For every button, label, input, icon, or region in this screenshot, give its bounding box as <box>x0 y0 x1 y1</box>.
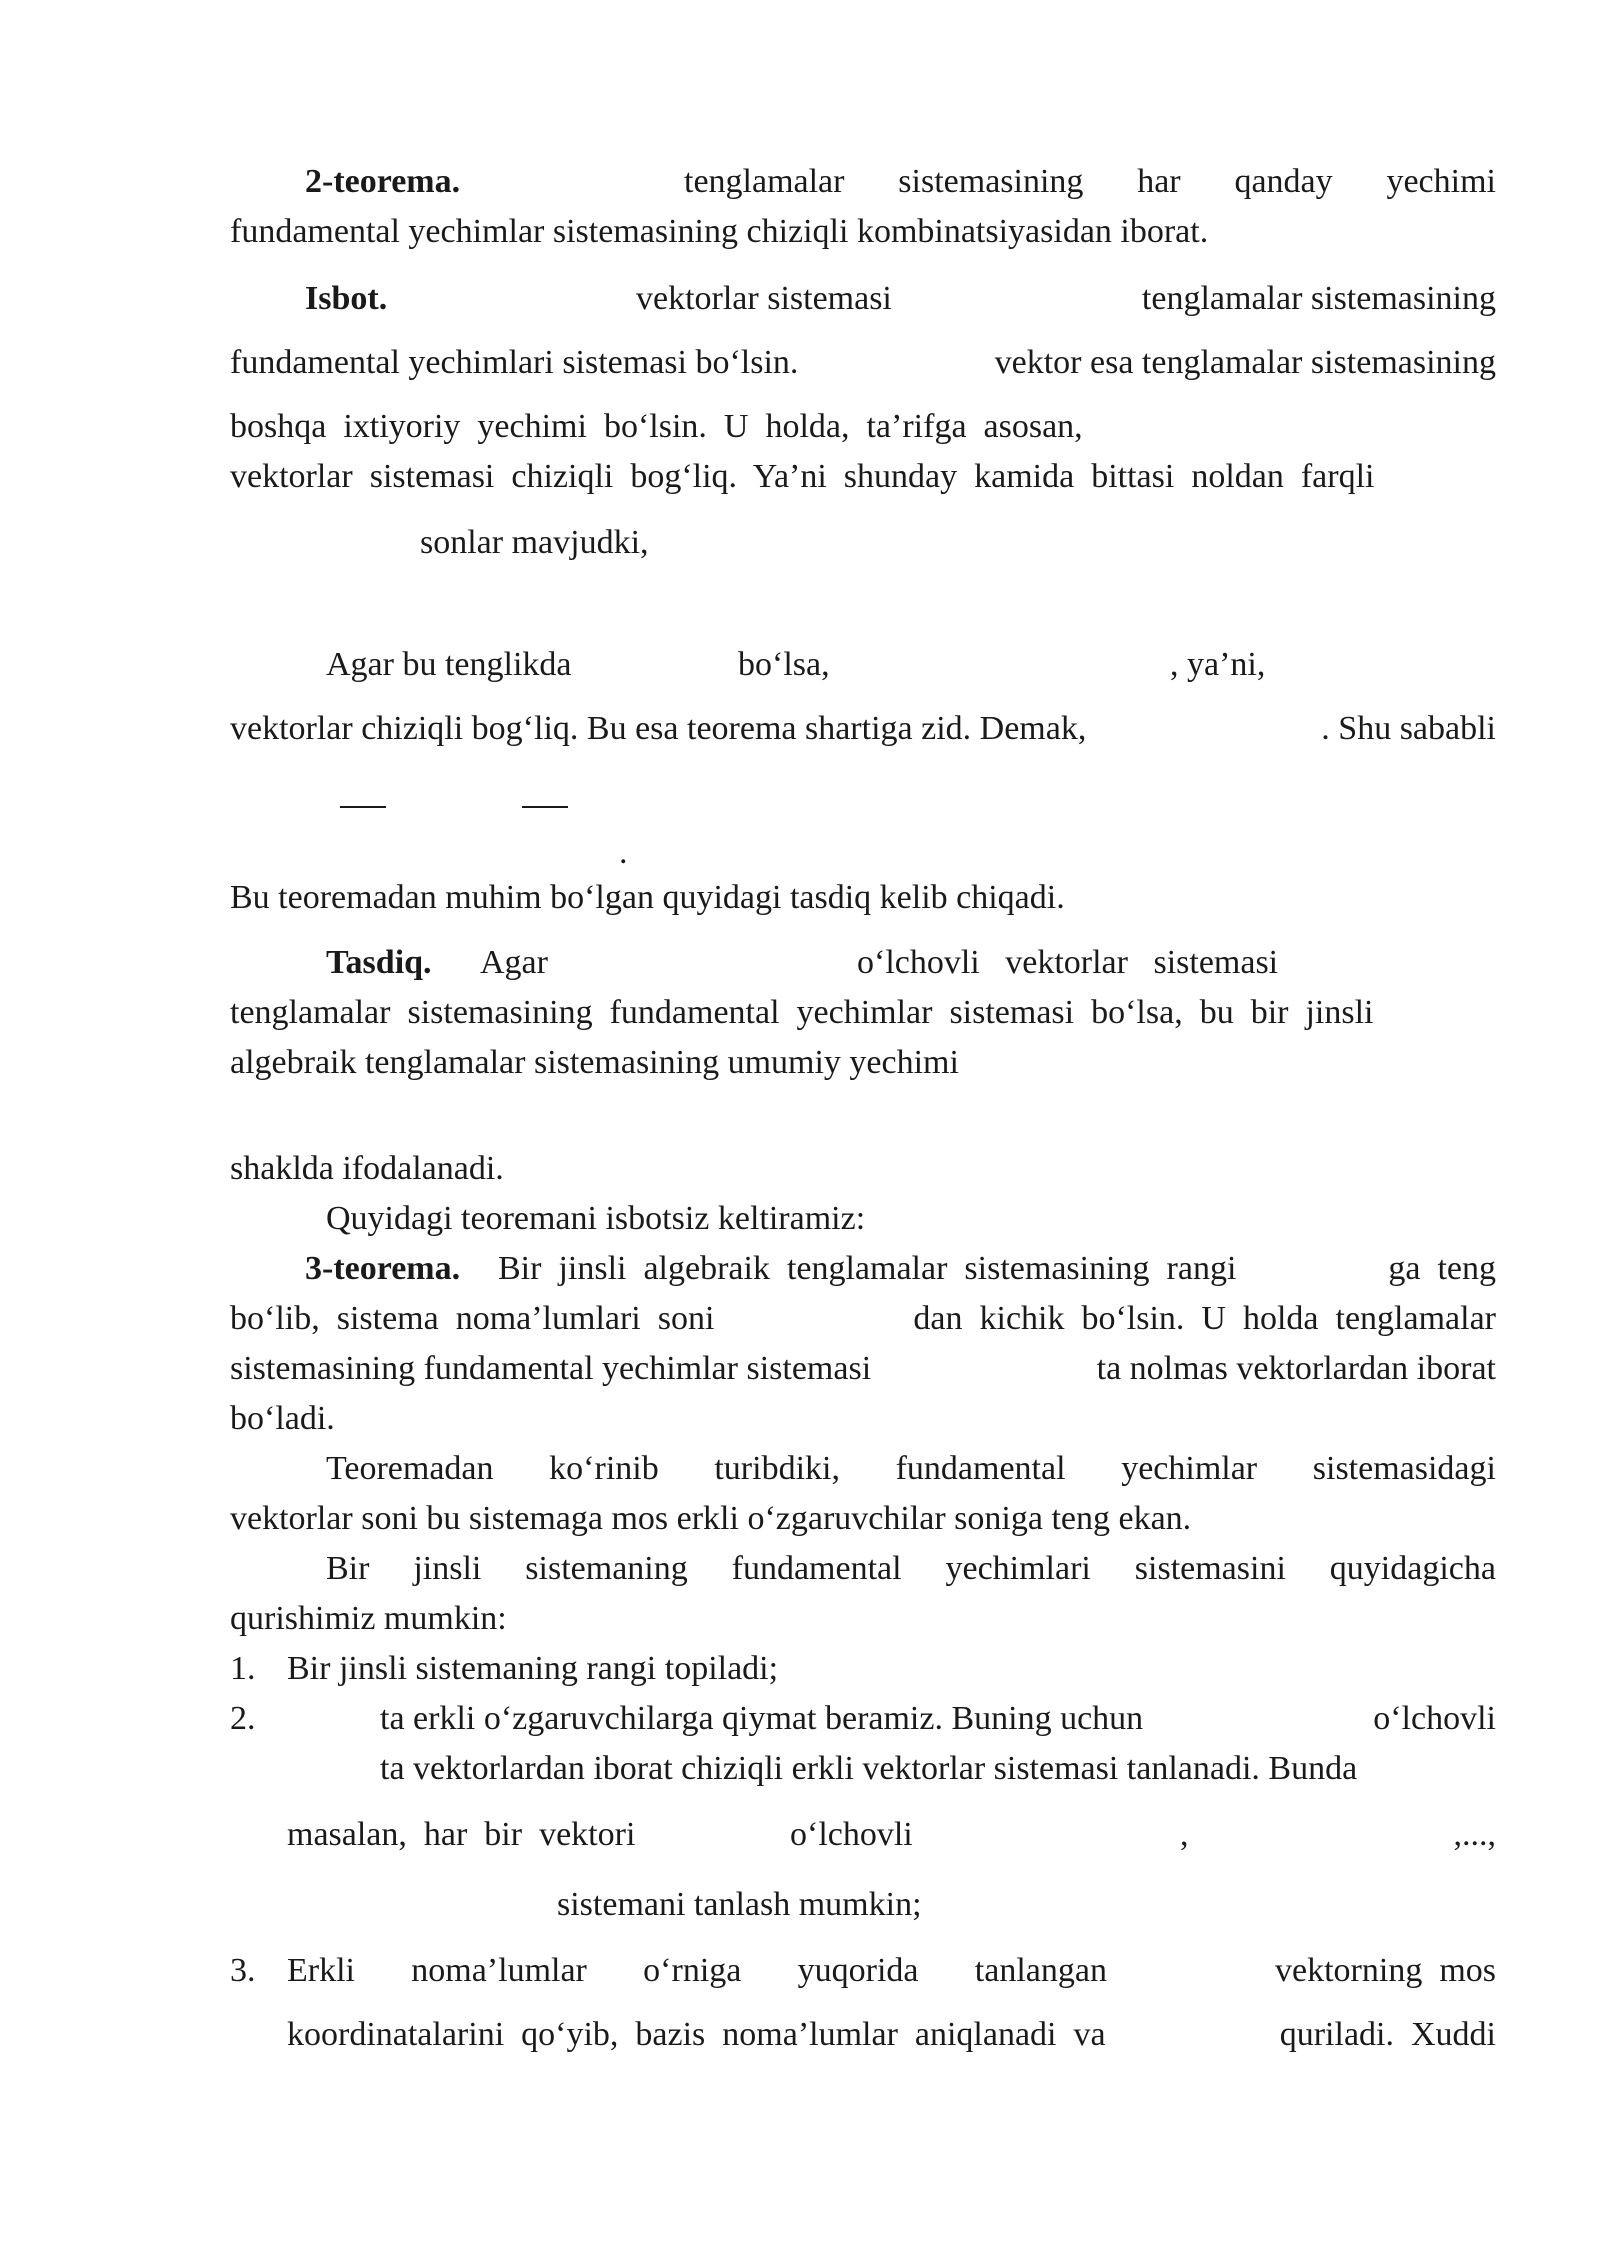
list-number-2: 2. <box>230 1700 256 1737</box>
list-item-2e: sistemani tanlash mumkin; <box>557 1886 922 1923</box>
consequence-paragraph: Bu teoremadan muhim bo‘lgan quyidagi tasdiq kelib chiqadi. <box>230 879 1065 916</box>
list-number-1: 1. <box>230 1650 256 1687</box>
theorem3-line2a: bo‘lib, sistema noma’lumlari soni <box>230 1300 715 1337</box>
tasdiq-line2: tenglamalar sistemasining fundamental yechimlar sistemasi bo‘lsa, bu bir jinsli <box>230 994 1374 1031</box>
theorem3-line1b: ga teng <box>1388 1250 1496 1287</box>
proof-line4: vektorlar sistemasi chiziqli bog‘liq. Ya’ni shunday kamida bittasi noldan farqli <box>230 458 1375 495</box>
list-item-2d1: masalan, har bir vektori <box>287 1816 636 1853</box>
list-item-3d: quriladi. Xuddi <box>1279 2016 1496 2053</box>
list-item-2d4: ,..., <box>1453 1816 1496 1853</box>
proof-line2a: fundamental yechimlari sistemasi bo‘lsin. <box>230 344 799 381</box>
tasdiq-line3: algebraik tenglamalar sistemasining umumiy yechimi <box>230 1044 959 1081</box>
proof-line1a: vektorlar sistemasi <box>636 280 892 317</box>
theorem3-line3a: sistemasining fundamental yechimlar sistemasi <box>230 1350 872 1387</box>
list-item-3b: vektorning mos <box>1275 1952 1496 1989</box>
proof-line2b: vektor esa tenglamalar sistemasining <box>994 344 1496 381</box>
bir-jinsli-line1: Bir jinsli sistemaning fundamental yechimlari sistemasini quyidagicha <box>326 1550 1496 1587</box>
theorem3-line4: bo‘ladi. <box>230 1400 335 1437</box>
list-item-2a: ta erkli o‘zgaruvchilarga qiymat beramiz. Buning uchun <box>380 1700 1144 1737</box>
tasdiq-line1b: o‘lchovli vektorlar sistemasi <box>857 944 1279 981</box>
list-item-2c: ta vektorlardan iborat chiziqli erkli vektorlar sistemasi tanlanadi. Bunda <box>380 1750 1358 1787</box>
theorem2-line1: tenglamalar sistemasining har qanday yechimi <box>684 163 1496 200</box>
list-item-1: Bir jinsli sistemaning rangi topiladi; <box>287 1650 779 1687</box>
theorem3-line3b: ta nolmas vektorlardan iborat <box>1096 1350 1496 1387</box>
quyidagi-paragraph: Quyidagi teoremani isbotsiz keltiramiz: <box>326 1200 866 1237</box>
theorem3-line1a: Bir jinsli algebraik tenglamalar sistemasining rangi <box>498 1250 1237 1287</box>
proof-label: Isbot. <box>305 280 388 317</box>
theorem3-line2b: dan kichik bo‘lsin. U holda tenglamalar <box>913 1300 1496 1337</box>
teoremadan-line2: vektorlar soni bu sistemaga mos erkli o‘zgaruvchilar soniga teng ekan. <box>230 1500 1192 1537</box>
proof-line6a: Agar bu tenglikda <box>326 646 572 683</box>
tasdiq-label: Tasdiq. <box>326 944 432 981</box>
theorem3-label: 3-teorema. <box>305 1250 461 1287</box>
list-item-3c: koordinatalarini qo‘yib, bazis noma’lumlar aniqlanadi va <box>287 2016 1106 2053</box>
proof-line1b: tenglamalar sistemasining <box>1141 280 1496 317</box>
list-item-2d2: o‘lchovli <box>790 1816 913 1853</box>
proof-line7a: vektorlar chiziqli bog‘liq. Bu esa teorema shartiga zid. Demak, <box>230 710 1087 747</box>
fraction-bar <box>340 806 386 808</box>
list-item-2b: o‘lchovli <box>1373 1700 1496 1737</box>
fraction-bar <box>522 806 568 808</box>
proof-line5: sonlar mavjudki, <box>420 524 649 561</box>
proof-line6b: bo‘lsa, <box>738 646 830 683</box>
list-item-3a: Erkli noma’lumlar o‘rniga yuqorida tanlangan <box>287 1952 1107 1989</box>
proof-line6c: , ya’ni, <box>1170 646 1266 683</box>
list-number-3: 3. <box>230 1952 256 1989</box>
theorem2-line2: fundamental yechimlar sistemasining chiziqli kombinatsiyasidan iborat. <box>230 213 1209 250</box>
tasdiq-line1a: Agar <box>480 944 548 981</box>
proof-line3: boshqa ixtiyoriy yechimi bo‘lsin. U holda, ta’rifga asosan, <box>230 408 1083 445</box>
theorem2-label: 2-teorema. <box>305 163 461 200</box>
bir-jinsli-line2: qurishimiz mumkin: <box>230 1600 507 1637</box>
tasdiq-line4: shaklda ifodalanadi. <box>230 1150 504 1187</box>
proof-line7b: . Shu sababli <box>1321 710 1496 747</box>
list-item-2d3: , <box>1180 1816 1189 1853</box>
teoremadan-line1: Teoremadan ko‘rinib turibdiki, fundamental yechimlar sistemasidagi <box>326 1450 1496 1487</box>
formula-period: . <box>619 834 628 871</box>
